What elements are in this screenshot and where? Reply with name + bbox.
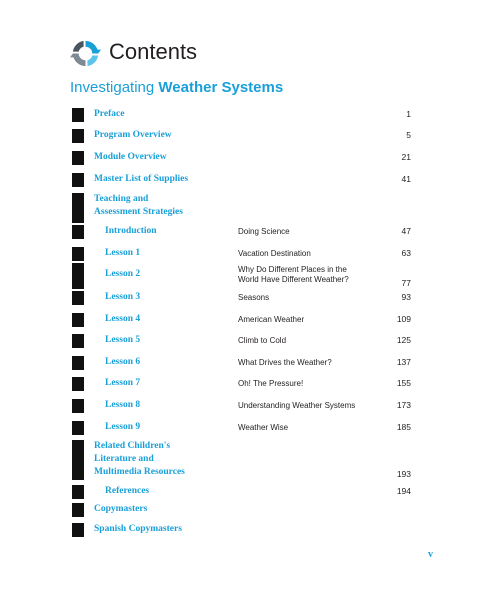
toc-page-number: 137 [396, 357, 411, 367]
toc-page-number: 63 [401, 248, 411, 258]
toc-marker-bar [72, 173, 84, 187]
toc-marker-bar [72, 291, 84, 305]
toc-marker-bar [72, 377, 84, 391]
toc-page-number: 47 [401, 226, 411, 236]
page-folio: v [428, 549, 433, 560]
subtitle-bold: Weather Systems [158, 79, 284, 96]
toc-description: Doing Science [238, 227, 290, 236]
toc-marker-bar [72, 108, 84, 122]
toc-description: Oh! The Pressure! [238, 379, 304, 388]
toc-page-number: 194 [396, 486, 411, 496]
toc-description: Weather Wise [238, 423, 289, 432]
toc-label[interactable]: Master List of Supplies [94, 174, 189, 184]
toc-page-number: 193 [396, 469, 411, 479]
toc-label[interactable]: Lesson 6 [105, 357, 141, 367]
toc-label[interactable]: Spanish Copymasters [94, 524, 182, 534]
page-title: Contents [109, 39, 198, 64]
toc-page-number: 77 [401, 278, 411, 288]
toc-label[interactable]: Lesson 5 [105, 335, 141, 345]
toc-description: What Drives the Weather? [238, 358, 332, 367]
toc-page-number: 185 [396, 422, 411, 432]
toc-label[interactable]: Lesson 4 [105, 314, 141, 324]
toc-page-number: 1 [406, 109, 411, 119]
toc-marker-bar [72, 129, 84, 143]
toc-description: Climb to Cold [238, 336, 287, 345]
toc-marker-bar [72, 263, 84, 289]
toc-marker-bar [72, 225, 84, 239]
toc-page-number: 155 [396, 378, 411, 388]
toc-label[interactable]: Related Children's Literature and Multimedia Resources [94, 441, 185, 477]
toc-label[interactable]: Lesson 2 [105, 269, 141, 279]
toc-label[interactable]: Lesson 8 [105, 400, 141, 410]
toc-page-number: 109 [396, 314, 411, 324]
toc-marker-bar [72, 334, 84, 348]
subtitle-light: Investigating [70, 79, 159, 96]
toc-description: Seasons [238, 293, 270, 302]
toc-label[interactable]: Teaching and Assessment Strategies [94, 194, 183, 217]
toc-marker-bar [72, 313, 84, 327]
toc-marker-bar [72, 485, 84, 499]
toc-label[interactable]: Copymasters [94, 504, 148, 514]
toc-marker-bar [72, 440, 84, 480]
toc-label[interactable]: Lesson 3 [105, 292, 141, 302]
toc-label[interactable]: Preface [94, 109, 125, 119]
toc-label[interactable]: Lesson 9 [105, 422, 141, 432]
toc-marker-bar [72, 356, 84, 370]
toc-label[interactable]: Lesson 1 [105, 248, 141, 258]
toc-label[interactable]: Introduction [105, 226, 157, 236]
toc-label[interactable]: Module Overview [94, 152, 167, 162]
toc-marker-bar [72, 247, 84, 261]
toc-description: Vacation Destination [238, 249, 311, 258]
toc-marker-bar [72, 523, 84, 537]
toc-description: Why Do Different Places in the World Have Different Weather? [238, 265, 349, 284]
toc-label[interactable]: Lesson 7 [105, 378, 141, 388]
toc-description: American Weather [238, 315, 305, 324]
toc-page-number: 125 [396, 335, 411, 345]
toc-marker-bar [72, 193, 84, 223]
toc-marker-bar [72, 151, 84, 165]
toc-page-number: 173 [396, 400, 411, 410]
toc-page-number: 93 [401, 292, 411, 302]
toc-description: Understanding Weather Systems [238, 401, 356, 410]
toc-marker-bar [72, 421, 84, 435]
toc-label[interactable]: References [105, 486, 150, 496]
toc-marker-bar [72, 399, 84, 413]
toc-label[interactable]: Program Overview [94, 130, 172, 140]
toc-marker-bar [72, 503, 84, 517]
toc-page-number: 41 [401, 174, 411, 184]
toc-page-number: 5 [406, 130, 411, 140]
toc-page-number: 21 [401, 152, 411, 162]
